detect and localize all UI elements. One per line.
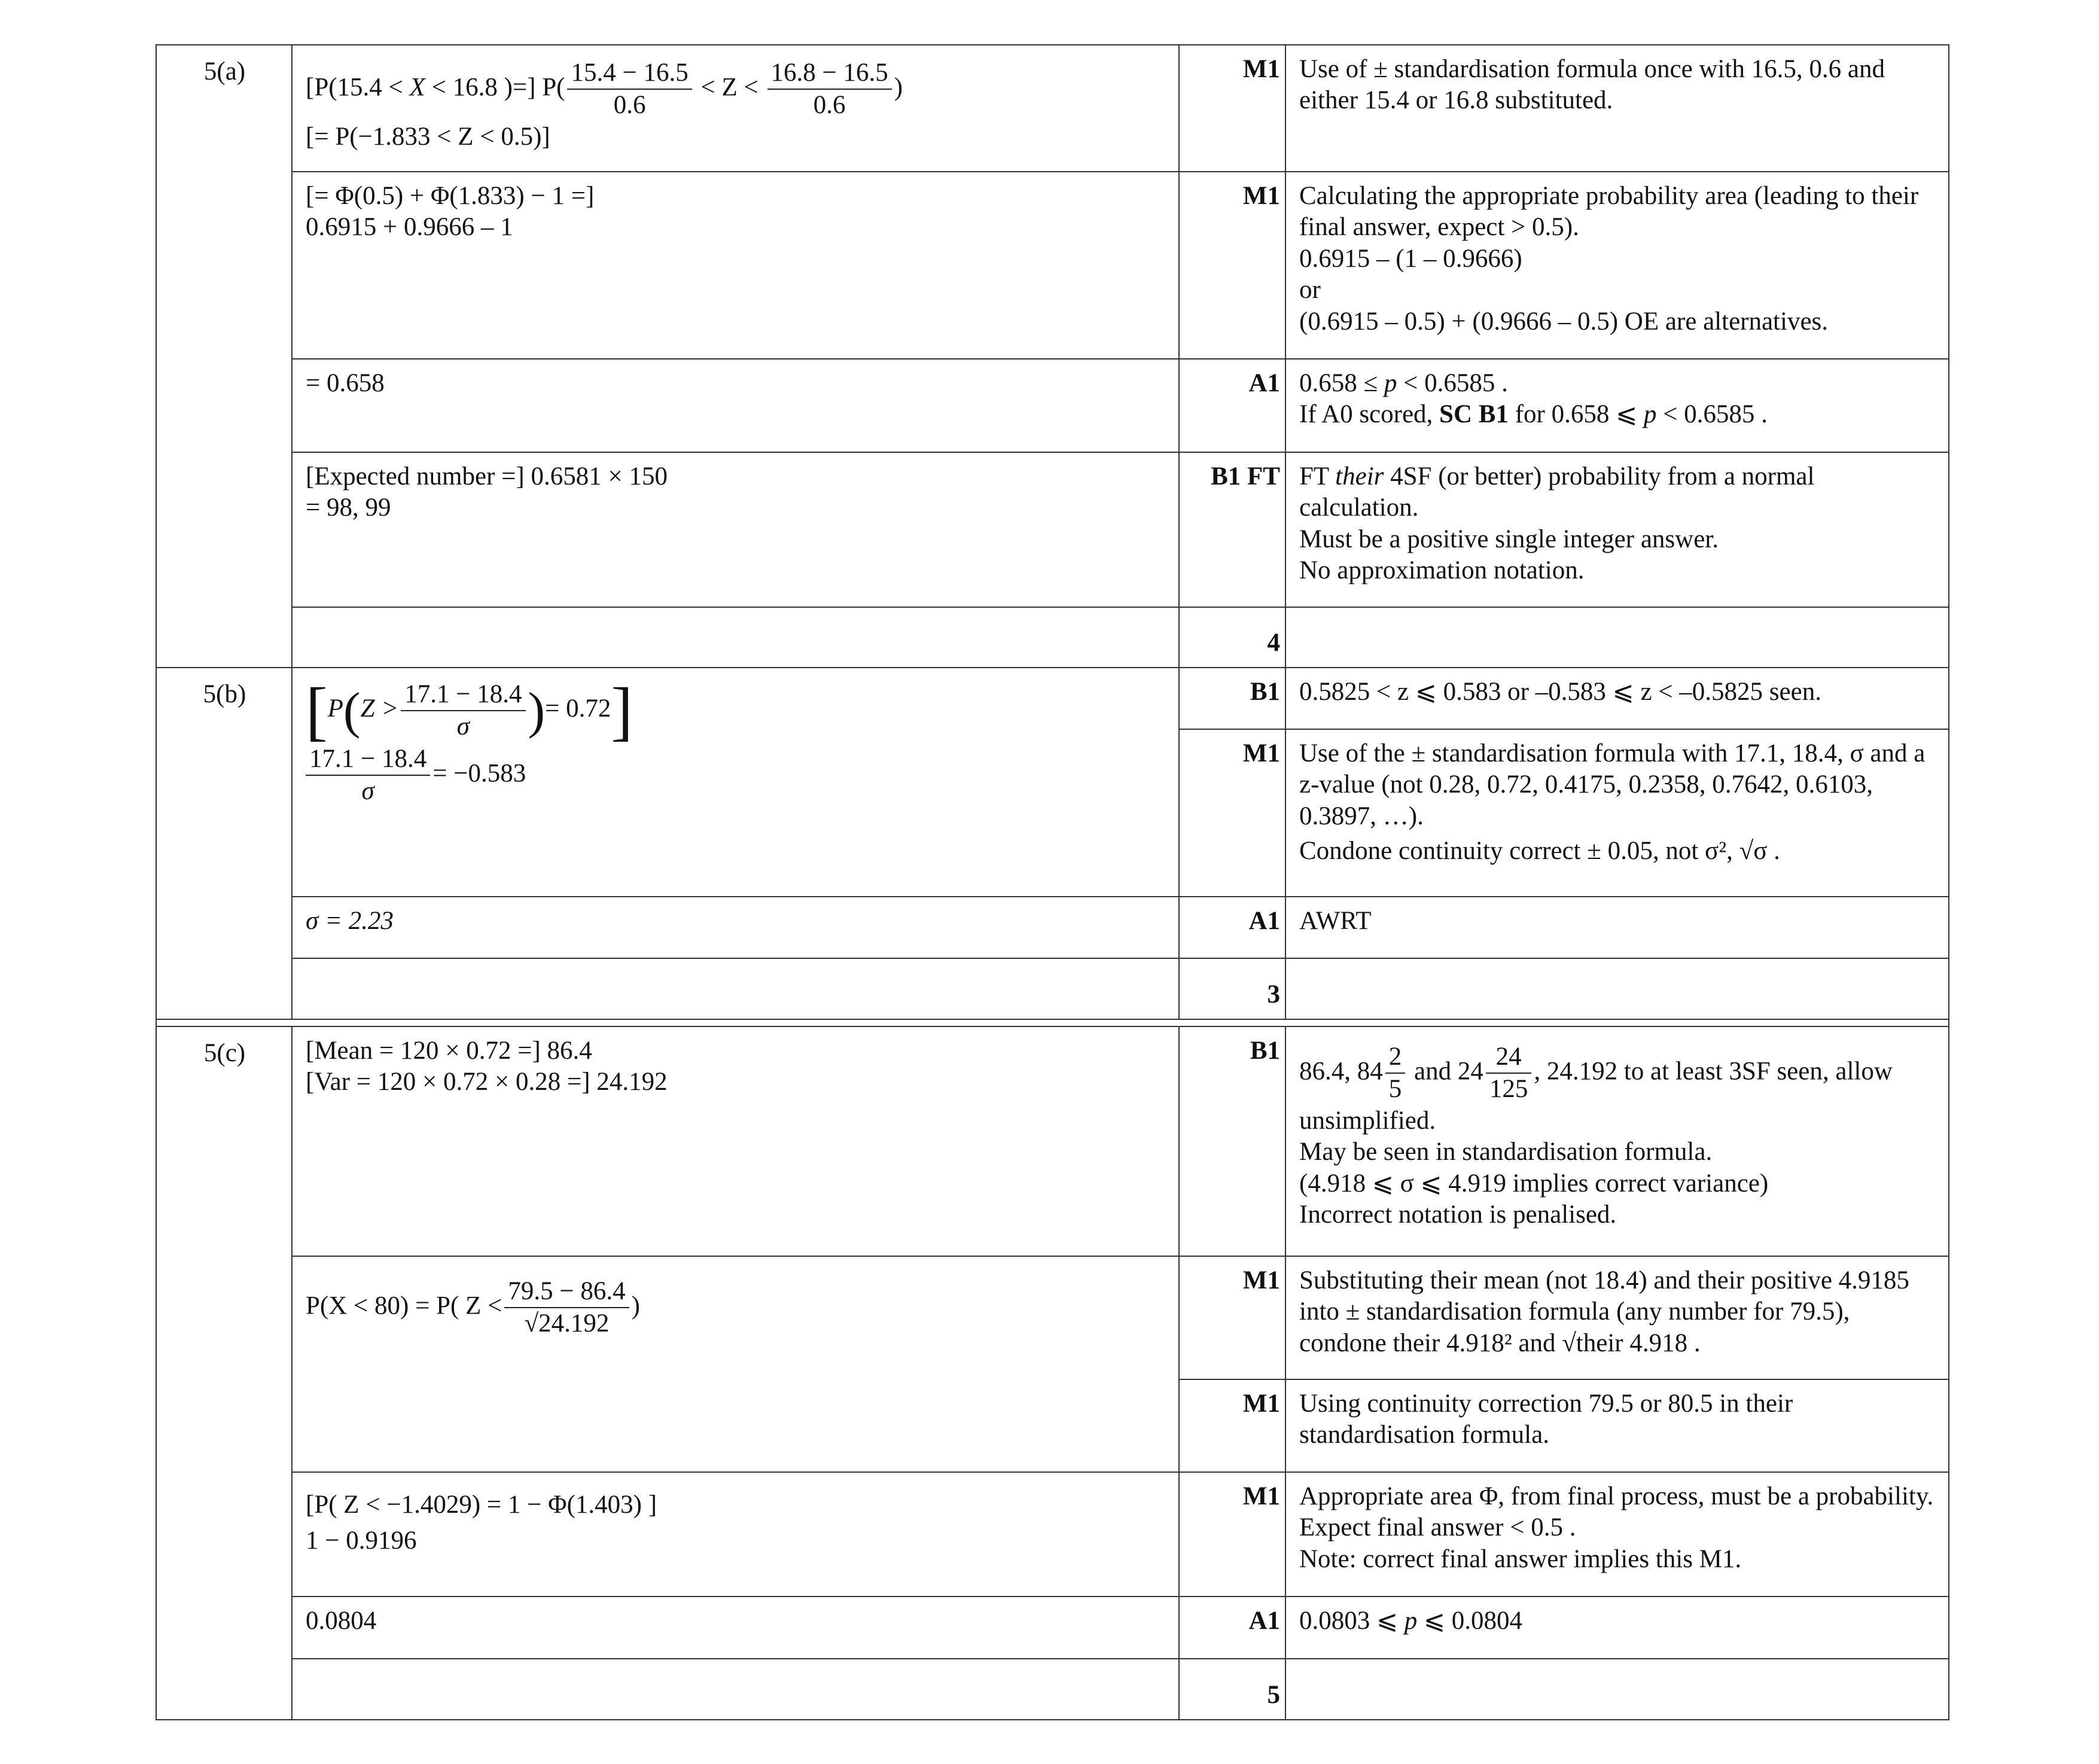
guidance-cell xyxy=(1285,172,1949,359)
answer-text: < 16.8 )=] P( xyxy=(425,73,565,102)
row-5b-3 xyxy=(156,897,1949,958)
fraction: $\frac{79.5 - 86.4}{√24.192}$ xyxy=(504,1276,629,1340)
guidance-cell: AWRT xyxy=(1285,897,1949,958)
mark-code: B1 xyxy=(1179,668,1285,729)
answer-text: < Z < xyxy=(694,73,765,102)
fraction: $\frac{17.1 - 18.4}{\sigma}$ xyxy=(401,679,525,743)
answer-cell: [P( Z < −1.4029) = 1 − Φ(1.403) ] 1 − 0.9196 xyxy=(292,1472,1179,1597)
guidance-line: Calculating the appropriate probability area (leading to their final answer, expect > 0.5). xyxy=(1299,182,1919,242)
guidance-cell: Substituting their mean (not 18.4) and their positive 4.9185 into ± standardisation formula (any number for 79.5), condone their 4.918² and √their 4.918 . xyxy=(1285,1256,1949,1379)
answer-cell-empty xyxy=(292,1659,1179,1720)
question-number: 5(c) xyxy=(156,1026,292,1720)
fraction: $\frac{16.8 - 16.5}{0.6}$ xyxy=(767,57,892,121)
question-number: 5(a) xyxy=(156,45,292,668)
answer-line: [Expected number =] 0.6581 × 150 xyxy=(306,462,668,490)
mark-code: B1 xyxy=(1179,1026,1285,1256)
guidance-cell: 0.658 ≤ p < 0.6585 . If A0 scored, SC B1 for 0.658 ⩽ p < 0.6585 . xyxy=(1285,359,1949,452)
guidance-cell-empty xyxy=(1285,958,1949,1019)
guidance-cell: 86.4, 84 $\frac{2}{5}$ and 24 $\frac{24}{125}$ , 24.192 to at least 3SF seen, allow unsimplified. May be seen in standardisation formula. (4.918 ⩽ σ ⩽ 4.919 implies correct variance) Incorrect notation is penalised. xyxy=(1285,1026,1949,1256)
answer-cell: = 0.658 xyxy=(292,359,1179,452)
row-5c-5 xyxy=(156,1597,1949,1659)
answer-cell: σ = 2.23 xyxy=(292,897,1179,958)
mark-code: M1 xyxy=(1179,45,1285,172)
mark-scheme-table xyxy=(156,44,1949,1720)
fraction: $\frac{15.4 - 16.5}{0.6}$ xyxy=(567,57,691,121)
answer-cell-empty xyxy=(292,607,1179,668)
row-5a-4 xyxy=(156,452,1949,607)
mark-code: M1 xyxy=(1179,1256,1285,1379)
answer-cell: P(X < 80) = P( Z < $\frac{79.5 - 86.4}{√24.192}$ ) xyxy=(292,1256,1179,1472)
total-marks: 5 xyxy=(1179,1659,1285,1720)
fraction: $\frac{2}{5}$ xyxy=(1385,1041,1406,1105)
row-5b-1 xyxy=(156,668,1949,729)
mark-code: A1 xyxy=(1179,897,1285,958)
answer-cell xyxy=(292,172,1179,359)
guidance-cell: FT their 4SF (or better) probability from a normal calculation. Must be a positive single integer answer. No approximation notation. xyxy=(1285,452,1949,607)
mark-code: M1 xyxy=(1179,172,1285,359)
section-separator xyxy=(156,1019,1949,1026)
question-number: 5(b) xyxy=(156,668,292,1019)
answer-line: = 98, 99 xyxy=(306,493,391,522)
answer-cell: [Mean = 120 × 0.72 =] 86.4 [Var = 120 × 0.72 × 0.28 =] 24.192 xyxy=(292,1026,1179,1256)
row-5c-1 xyxy=(156,1026,1949,1256)
answer-line: 0.6915 + 0.9666 – 1 xyxy=(306,213,513,242)
answer-line: [= Φ(0.5) + Φ(1.833) − 1 =] xyxy=(306,182,595,210)
mark-code: M1 xyxy=(1179,729,1285,897)
guidance-cell: Use of ± standardisation formula once with 16.5, 0.6 and either 15.4 or 16.8 substituted. xyxy=(1285,45,1949,172)
mark-code: B1 FT xyxy=(1179,452,1285,607)
guidance-cell: 0.0803 ⩽ p ⩽ 0.0804 xyxy=(1285,1597,1949,1659)
row-5a-3 xyxy=(156,359,1949,452)
guidance-cell: Using continuity correction 79.5 or 80.5 in their standardisation formula. xyxy=(1285,1379,1949,1472)
mark-code: A1 xyxy=(1179,359,1285,452)
row-5a-total xyxy=(156,607,1949,668)
guidance-cell: 0.5825 < z ⩽ 0.583 or –0.583 ⩽ z < –0.5825 seen. xyxy=(1285,668,1949,729)
row-5b-total xyxy=(156,958,1949,1019)
row-5c-4 xyxy=(156,1472,1949,1597)
answer-cell xyxy=(292,452,1179,607)
mark-code: M1 xyxy=(1179,1472,1285,1597)
guidance-line: 0.6915 – (1 – 0.9666) xyxy=(1299,244,1522,273)
mark-code: A1 xyxy=(1179,1597,1285,1659)
fraction: $\frac{17.1 - 18.4}{\sigma}$ xyxy=(306,744,430,808)
total-marks: 3 xyxy=(1179,958,1285,1019)
mark-code: M1 xyxy=(1179,1379,1285,1472)
answer-cell: [P(Z > $\frac{17.1 - 18.4}{\sigma}$ )= 0.72] $\frac{17.1 - 18.4}{\sigma}$ = −0.583 xyxy=(292,668,1179,897)
guidance-cell: Appropriate area Φ, from final process, must be a probability. Expect final answer < 0.5 . Note: correct final answer implies this M1. xyxy=(1285,1472,1949,1597)
answer-cell: 0.0804 xyxy=(292,1597,1179,1659)
answer-text: [P(15.4 < xyxy=(306,73,410,102)
answer-cell: [P(15.4 < X < 16.8 )=] P( $\frac{15.4 - 16.5}{0.6}$ < Z < $\frac{16.8 - 16.5}{0.6}$ ) [= P(−1.833 < Z < 0.5)] xyxy=(292,45,1179,172)
row-5c-total xyxy=(156,1659,1949,1720)
guidance-line: (0.6915 – 0.5) + (0.9666 – 0.5) OE are alternatives. xyxy=(1299,307,1829,336)
row-5a-2 xyxy=(156,172,1949,359)
guidance-cell-empty xyxy=(1285,1659,1949,1720)
total-marks: 4 xyxy=(1179,607,1285,668)
row-5a-1 xyxy=(156,45,1949,172)
guidance-cell-empty xyxy=(1285,607,1949,668)
variable-x: X xyxy=(409,73,425,102)
fraction: $\frac{24}{125}$ xyxy=(1486,1041,1532,1105)
answer-cell-empty xyxy=(292,958,1179,1019)
guidance-cell: Use of the ± standardisation formula with 17.1, 18.4, σ and a z-value (not 0.28, 0.72, 0.4175, 0.2358, 0.7642, 0.6103, 0.3897, …). Condone continuity correct ± 0.05, not σ², √σ . xyxy=(1285,729,1949,897)
guidance-line: or xyxy=(1299,276,1321,304)
row-5c-2 xyxy=(156,1256,1949,1379)
answer-line: [= P(−1.833 < Z < 0.5)] xyxy=(306,122,550,151)
